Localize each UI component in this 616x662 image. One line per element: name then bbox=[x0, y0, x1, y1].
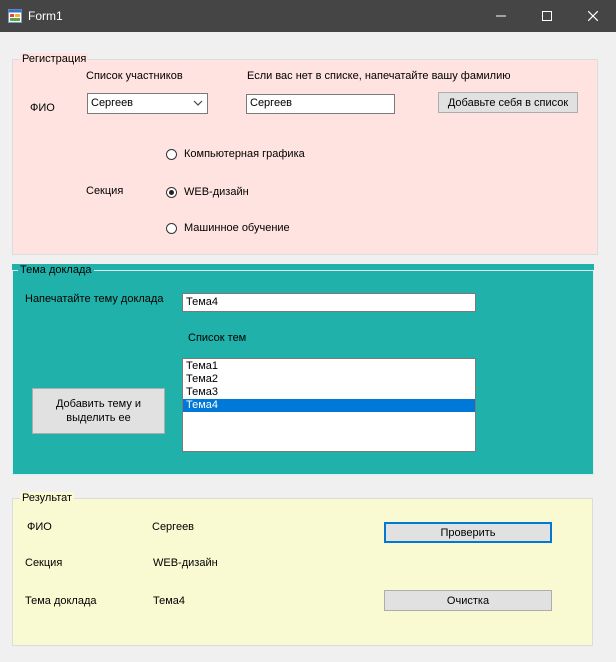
topic-list-label: Список тем bbox=[188, 332, 247, 344]
check-button[interactable]: Проверить bbox=[384, 522, 552, 543]
radio-circle bbox=[166, 149, 177, 160]
radio-label: WEB-дизайн bbox=[184, 186, 249, 198]
topic-prompt-label: Напечатайте тему доклада bbox=[25, 293, 164, 305]
radio-label: Компьютерная графика bbox=[184, 148, 305, 160]
participants-label: Список участников bbox=[86, 70, 183, 82]
chevron-down-icon bbox=[193, 99, 203, 107]
registration-group bbox=[12, 53, 598, 255]
radio-label: Машинное обучение bbox=[184, 222, 290, 234]
result-legend: Результат bbox=[22, 492, 73, 504]
section-label: Секция bbox=[86, 185, 124, 197]
radio-circle-checked bbox=[166, 187, 177, 198]
result-section-value: WEB-дизайн bbox=[153, 557, 218, 569]
topics-listbox[interactable] bbox=[182, 358, 476, 452]
radio-computer-graphics[interactable] bbox=[166, 146, 305, 162]
list-item[interactable]: Тема3 bbox=[186, 386, 219, 398]
topic-input[interactable]: Тема4 bbox=[182, 293, 476, 312]
list-item[interactable]: Тема1 bbox=[186, 360, 219, 372]
result-group bbox=[12, 492, 593, 646]
radio-machine-learning[interactable] bbox=[166, 220, 290, 236]
title-bar bbox=[0, 0, 616, 32]
result-fio-value: Сергеев bbox=[152, 521, 195, 533]
close-icon bbox=[588, 11, 598, 21]
topic-legend: Тема доклада bbox=[20, 264, 92, 276]
app-icon bbox=[8, 9, 22, 23]
result-topic-value: Тема4 bbox=[153, 595, 186, 607]
result-fio-label: ФИО bbox=[27, 521, 52, 533]
maximize-button[interactable] bbox=[524, 0, 570, 32]
list-item-selected[interactable]: Тема4 bbox=[183, 399, 475, 412]
result-section-label: Секция bbox=[25, 557, 63, 569]
minimize-button[interactable] bbox=[478, 0, 524, 32]
add-topic-button[interactable]: Добавить тему и выделить ее bbox=[32, 388, 165, 434]
add-self-button[interactable]: Добавьте себя в список bbox=[438, 92, 578, 113]
maximize-icon bbox=[542, 11, 552, 21]
window-title: Form1 bbox=[28, 9, 63, 23]
hint-label: Если вас нет в списке, напечатайте вашу фамилию bbox=[247, 70, 511, 82]
fio-label: ФИО bbox=[30, 102, 55, 114]
radio-web-design[interactable] bbox=[166, 184, 249, 200]
minimize-icon bbox=[496, 11, 506, 21]
surname-input[interactable]: Сергеев bbox=[246, 94, 395, 114]
list-item[interactable]: Тема2 bbox=[186, 373, 219, 385]
radio-circle bbox=[166, 223, 177, 234]
result-topic-label: Тема доклада bbox=[25, 595, 97, 607]
registration-legend: Регистрация bbox=[22, 53, 87, 65]
close-button[interactable] bbox=[570, 0, 616, 32]
radio-dot bbox=[169, 190, 174, 195]
participants-selected: Сергеев bbox=[91, 97, 134, 109]
participants-combobox[interactable] bbox=[87, 93, 208, 114]
clear-button[interactable]: Очистка bbox=[384, 590, 552, 611]
